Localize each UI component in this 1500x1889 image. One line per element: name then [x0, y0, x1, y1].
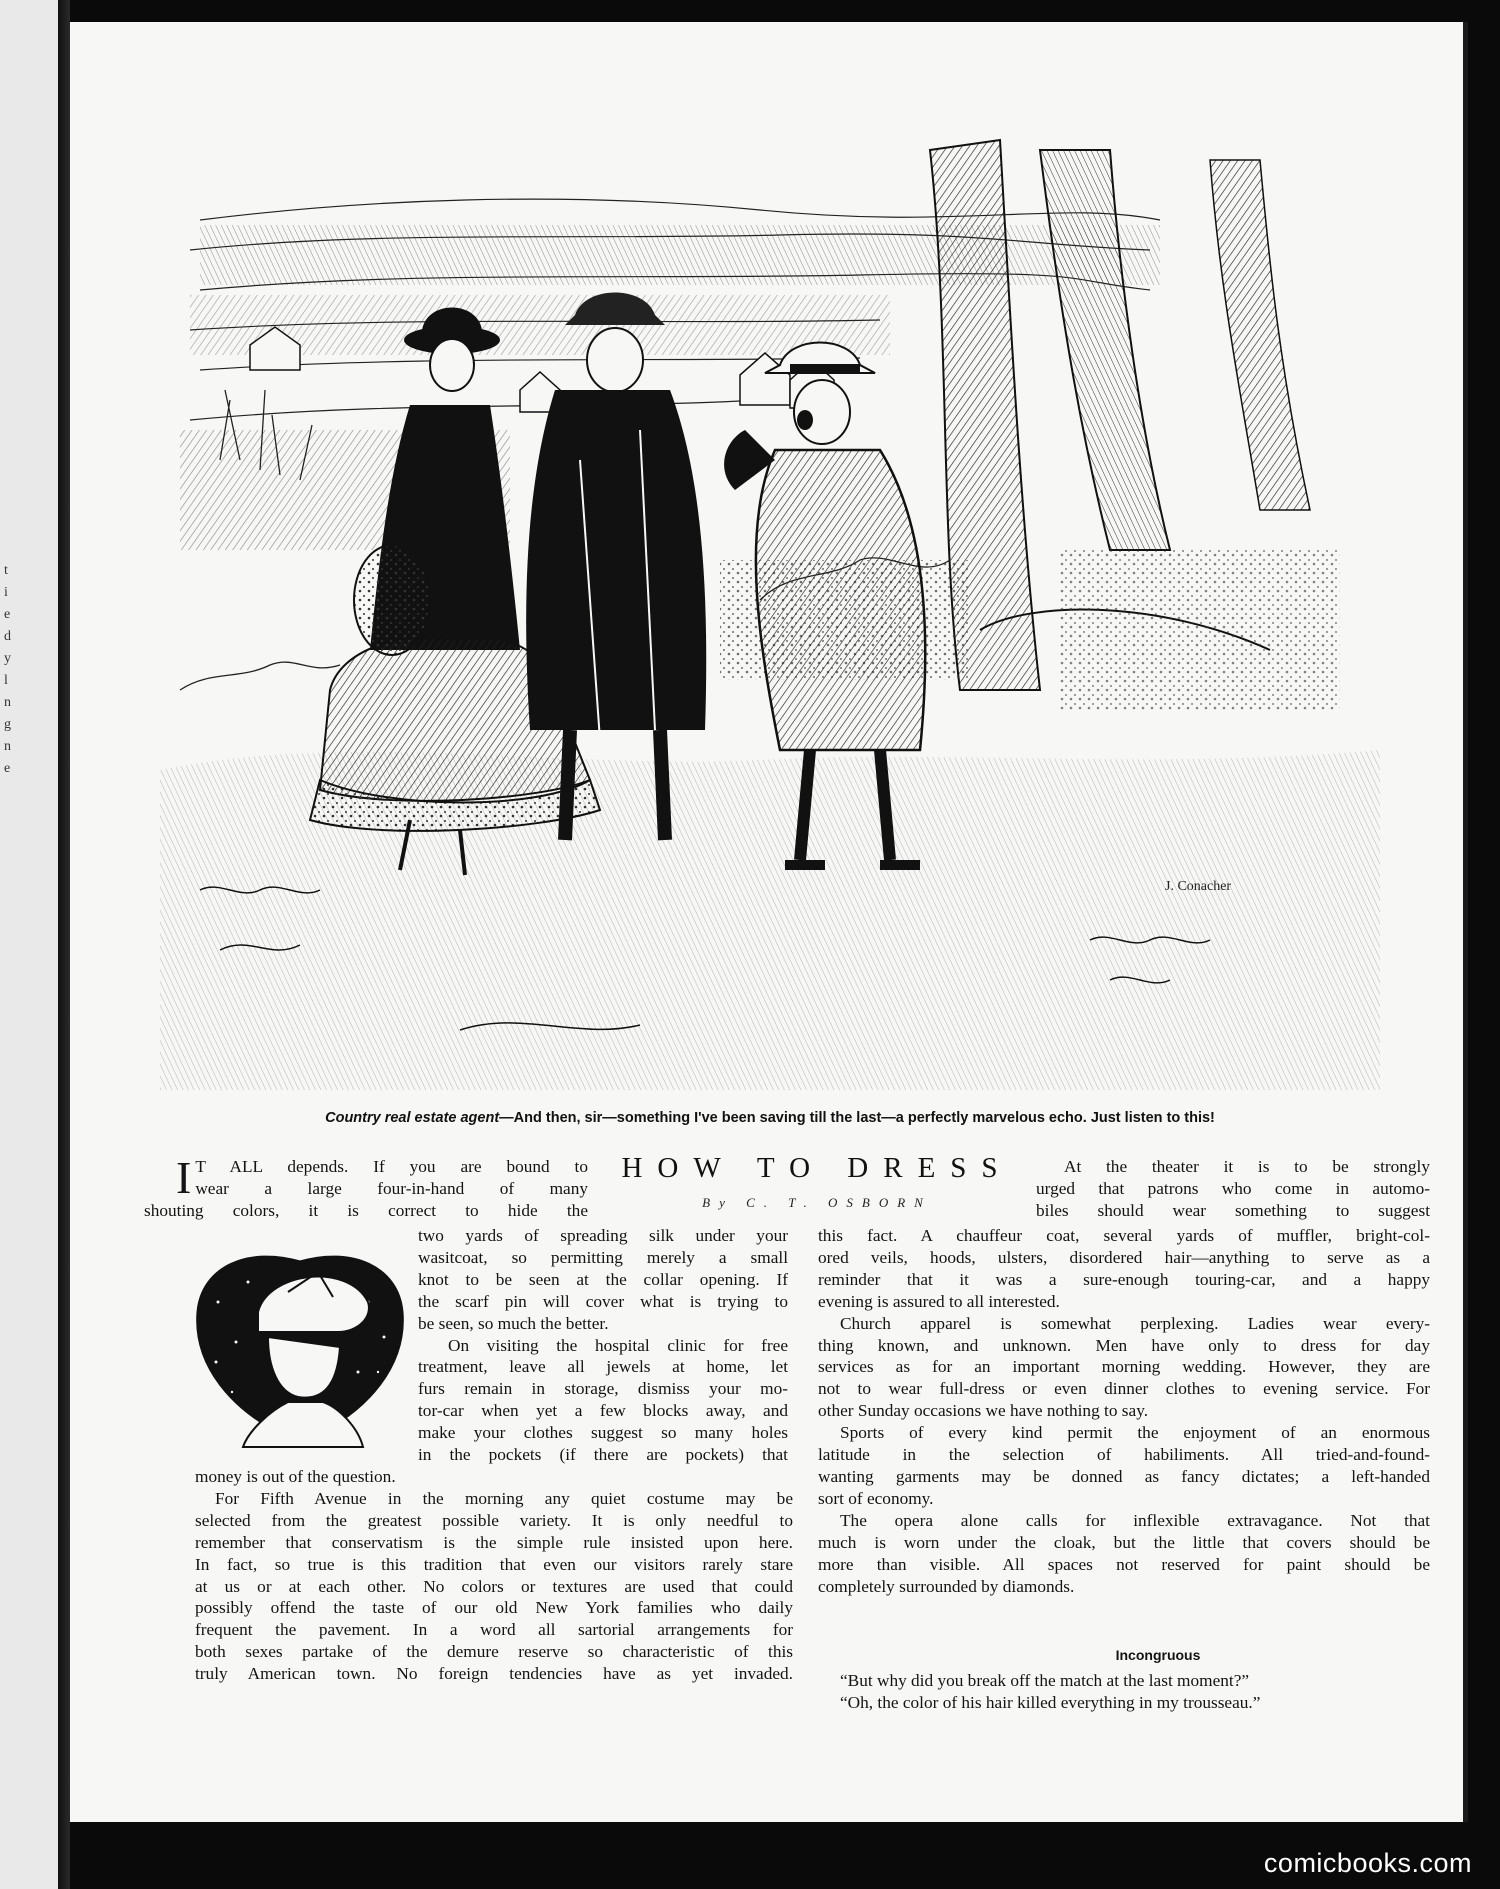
text-line: On visiting the hospital clinic for free — [448, 1335, 788, 1355]
illustration-drawing — [160, 130, 1380, 1090]
book-gutter — [58, 0, 70, 1889]
artist-signature: J. Conacher — [1165, 879, 1232, 894]
column-2-lead — [1036, 1156, 1430, 1222]
text-line: At the theater it is to be strongly — [1064, 1157, 1430, 1176]
column-1-beside-vignette — [418, 1225, 788, 1466]
column-1-lead — [144, 1152, 588, 1222]
article-header — [602, 1152, 1032, 1211]
text-line: in the pockets (if there are pockets) that — [418, 1445, 788, 1465]
text-line: both sexes partake of the demure reserve so characteristic of this — [195, 1642, 793, 1662]
text-line: The opera alone calls for inflexible extravagance. Not that — [840, 1510, 1430, 1530]
text-line: biles should wear something to suggest — [1036, 1200, 1430, 1220]
text-line: sort of economy. — [818, 1488, 934, 1508]
text-line: much is worn under the cloak, but the little that covers should be — [818, 1532, 1430, 1552]
joke-heading: Incongruous — [1115, 1647, 1201, 1663]
bleed-through-marks: t i e d y l n g n e — [4, 563, 11, 776]
text-line: For Fifth Avenue in the morning any quiet costume may be — [215, 1488, 793, 1508]
woman-portrait-vignette — [188, 1242, 412, 1448]
text-line: T ALL depends. If you are bound to — [195, 1157, 588, 1176]
text-line: wasitcoat, so permitting merely a small — [418, 1247, 788, 1267]
text-line: treatment, leave all jewels at home, let — [418, 1357, 788, 1377]
text-line: selected from the greatest possible variety. It is only needful to — [195, 1510, 793, 1530]
text-line: furs remain in storage, dismiss your mo- — [418, 1379, 788, 1399]
text-line: evening is assured to all interested. — [818, 1291, 1060, 1311]
text-line: wanting garments may be donned as fancy dictates; a left-handed — [818, 1466, 1430, 1486]
text-line: In fact, so true is this tradition that even our visitors rarely stare — [195, 1554, 793, 1574]
site-watermark: comicbooks.com — [1263, 1848, 1472, 1878]
text-line: possibly offend the taste of our old New York families who daily — [195, 1598, 793, 1618]
text-line: latitude in the selection of habiliments. All tried-and-found- — [818, 1445, 1430, 1465]
magazine-page — [70, 22, 1468, 1822]
caption-text: —And then, sir—something I've been saving till the last—a perfectly marvelous echo. Just listen to this! — [499, 1110, 1215, 1126]
text-line: be seen, so much the better. — [418, 1313, 609, 1333]
joke-line-2: “Oh, the color of his hair killed everything in my trousseau.” — [840, 1692, 1261, 1712]
illustration-caption — [170, 1110, 1370, 1126]
text-line: services as for an important morning wedding. However, they are — [818, 1357, 1430, 1377]
text-line: shouting colors, it is correct to hide the — [144, 1200, 588, 1220]
text-line: at us or at each other. No colors or textures are used that could — [195, 1576, 793, 1596]
text-line: completely surrounded by diamonds. — [818, 1576, 1075, 1596]
previous-page-edge — [0, 0, 61, 1889]
text-line: more than visible. All spaces not reserved for paint should be — [818, 1554, 1430, 1574]
text-line: thing known, and unknown. Men have only to dress for day — [818, 1335, 1430, 1355]
text-line: other Sunday occasions we have nothing to say. — [818, 1401, 1149, 1421]
text-line: urged that patrons who come in automo- — [1036, 1178, 1430, 1198]
text-line: the scarf pin will cover what is trying to — [418, 1291, 788, 1311]
text-line: not to wear full-dress or even dinner clothes to evening service. For — [818, 1379, 1430, 1399]
joke-body — [818, 1670, 1430, 1714]
text-line: money is out of the question. — [195, 1467, 396, 1486]
text-line: knot to be seen at the collar opening. If — [418, 1269, 788, 1289]
caption-speaker: Country real estate agent — [325, 1110, 500, 1126]
text-line: Sports of every kind permit the enjoyment of an enormous — [840, 1423, 1430, 1443]
cartoon-illustration — [160, 130, 1380, 1090]
article-byline: By C. T. OSBORN — [702, 1195, 932, 1210]
text-line: reminder that it was a sure-enough touring-car, and a happy — [818, 1269, 1430, 1289]
text-line: wear a large four-in-hand of many — [195, 1178, 588, 1198]
text-line: remember that conservatism is the simple rule insisted upon here. — [195, 1532, 793, 1552]
joke-line-1: “But why did you break off the match at the last moment?” — [840, 1671, 1250, 1690]
text-line: this fact. A chauffeur coat, several yards of muffler, bright-col- — [818, 1226, 1430, 1245]
text-line: make your clothes suggest so many holes — [418, 1423, 788, 1443]
text-line: tor-car when yet a few blocks away, and — [418, 1401, 788, 1421]
text-line: truly American town. No foreign tendencies have as yet invaded. — [195, 1664, 793, 1684]
drop-cap: I — [176, 1152, 192, 1203]
article-title: HOW TO DRESS — [621, 1152, 1013, 1184]
text-line: frequent the pavement. In a word all sartorial arrangements for — [195, 1620, 793, 1640]
column-2-body — [818, 1225, 1430, 1597]
column-1-body — [195, 1466, 793, 1685]
text-line: ored veils, hoods, ulsters, disordered hair—anything to serve as a — [818, 1247, 1430, 1267]
text-line: two yards of spreading silk under your — [418, 1226, 788, 1245]
text-line: Church apparel is somewhat perplexing. Ladies wear every- — [840, 1313, 1430, 1333]
